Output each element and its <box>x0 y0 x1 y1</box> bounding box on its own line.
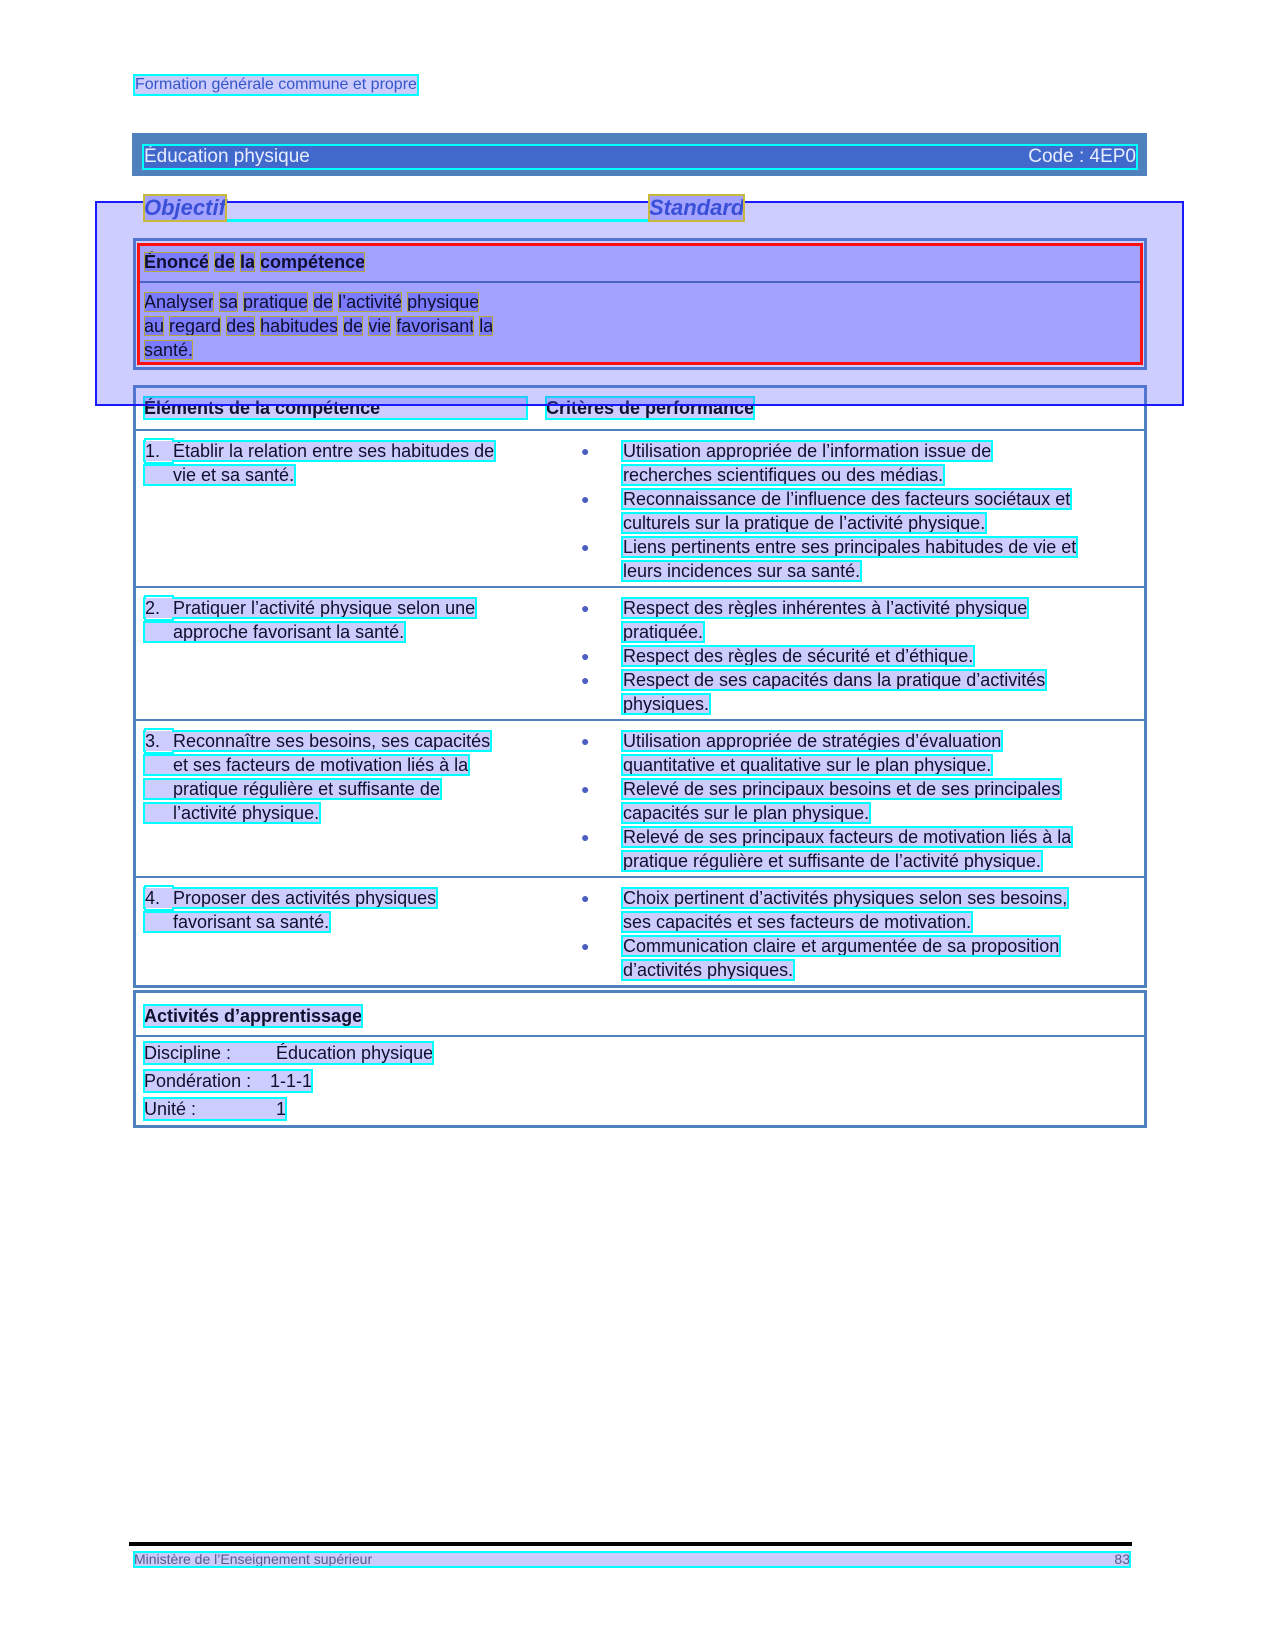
statement-word: pratique <box>243 292 309 312</box>
criterion-line-text: pratiquée. <box>623 622 704 642</box>
field-unite <box>144 1098 286 1120</box>
statement-word: physique <box>407 292 480 312</box>
element-text <box>144 755 469 775</box>
element-number: 3. <box>145 731 161 751</box>
competency-statement-title <box>144 252 370 273</box>
document-section-note: Formation générale commune et propre <box>135 76 417 93</box>
criterion-line-text: quantitative et qualitative sur le plan physique. <box>623 755 992 775</box>
bullet-icon: ● <box>581 781 590 797</box>
criterion-line <box>622 825 1072 849</box>
criterion-line <box>622 535 1077 559</box>
criterion-line-text: d’activités physiques. <box>623 960 794 980</box>
criterion-line-text: capacités sur le plan physique. <box>623 803 870 823</box>
page-number: 83 <box>1114 1551 1130 1567</box>
criterion-line <box>622 692 1046 716</box>
criterion-line <box>622 644 974 668</box>
criterion-line <box>622 620 1028 644</box>
element-line <box>144 729 581 753</box>
element-text <box>144 465 295 485</box>
element-line-text: approche favorisant la santé. <box>173 622 405 642</box>
criterion-text <box>622 596 1028 644</box>
statement-word: au <box>144 316 165 336</box>
competency-element <box>136 439 581 583</box>
table-row <box>136 878 1144 985</box>
objectif-heading: Objectif <box>144 195 226 220</box>
competency-table <box>133 385 1147 988</box>
criterion-line <box>622 439 992 463</box>
performance-criteria <box>581 596 1144 716</box>
criterion-text <box>622 487 1071 535</box>
element-line-text: Proposer des activités physiques <box>173 888 437 908</box>
criterion-line <box>622 958 1060 982</box>
field-label: Discipline : <box>144 1043 232 1063</box>
competency-element <box>136 729 581 873</box>
criterion-line-text: Choix pertinent d’activités physiques selon ses besoins, <box>623 888 1068 908</box>
statement-word: l’activité <box>338 292 403 312</box>
statement-word: favorisant <box>396 316 475 336</box>
element-number: 2. <box>145 598 161 618</box>
table-row <box>136 721 1144 878</box>
statement-word: compétence <box>260 252 366 272</box>
criterion-line-text: Communication claire et argumentée de sa proposition <box>623 936 1060 956</box>
performance-criteria <box>581 886 1144 982</box>
bullet-icon: ● <box>581 648 590 664</box>
statement-word: de <box>214 252 236 272</box>
criterion-item <box>581 729 1144 777</box>
criterion-line-text: Relevé de ses principaux besoins et de ses principales <box>623 779 1061 799</box>
course-code: Code : 4EP0 <box>1028 146 1136 167</box>
criterion-text <box>622 668 1046 716</box>
statement-word: la <box>479 316 494 336</box>
field-value: Éducation physique <box>276 1043 434 1063</box>
element-line-text: l’activité physique. <box>173 803 320 823</box>
criterion-item <box>581 439 1144 487</box>
performance-criteria <box>581 729 1144 873</box>
element-text <box>144 441 495 461</box>
criterion-line <box>622 801 1061 825</box>
bullet-icon: ● <box>581 733 590 749</box>
criteria-header: Critères de performance <box>546 398 755 418</box>
field-label: Pondération : <box>144 1071 252 1091</box>
element-line <box>144 463 581 487</box>
statement-word: sa <box>219 292 239 312</box>
course-title-line <box>144 146 1136 168</box>
element-text <box>144 912 330 932</box>
bullet-icon: ● <box>581 829 590 845</box>
learning-activities-title: Activités d’apprentissage <box>144 1006 363 1026</box>
element-text <box>144 731 491 751</box>
criterion-text <box>622 644 974 668</box>
element-line <box>144 801 581 825</box>
criterion-line <box>622 910 1068 934</box>
field-value: 1-1-1 <box>270 1071 313 1091</box>
criterion-text <box>622 777 1061 825</box>
statement-line <box>144 340 498 364</box>
element-text <box>144 779 441 799</box>
criterion-item <box>581 596 1144 644</box>
criterion-line-text: physiques. <box>623 694 710 714</box>
element-line <box>144 620 581 644</box>
criterion-line <box>622 777 1061 801</box>
criterion-line-text: Liens pertinents entre ses principales habitudes de vie et <box>623 537 1077 557</box>
element-line-text: Reconnaître ses besoins, ses capacités <box>173 731 491 751</box>
criterion-line-text: Utilisation appropriée de stratégies d’évaluation <box>623 731 1002 751</box>
divider <box>133 1035 1147 1037</box>
footer-rule <box>129 1542 1132 1546</box>
performance-criteria <box>581 439 1144 583</box>
statement-word: la <box>240 252 256 272</box>
statement-word: Analyser <box>144 292 215 312</box>
criterion-line-text: Utilisation appropriée de l’information issue de <box>623 441 992 461</box>
bullet-icon: ● <box>581 938 590 954</box>
criterion-line <box>622 849 1072 873</box>
criterion-line-text: pratique régulière et suffisante de l’activité physique. <box>623 851 1041 871</box>
element-line <box>144 886 581 910</box>
criterion-text <box>622 886 1068 934</box>
field-value: 1 <box>276 1099 287 1119</box>
statement-word: santé. <box>144 340 194 360</box>
table-body <box>136 431 1144 985</box>
statement-line <box>144 316 498 340</box>
element-text <box>144 622 405 642</box>
criterion-line-text: Respect de ses capacités dans la pratique d’activités <box>623 670 1046 690</box>
table-row <box>136 431 1144 588</box>
criterion-item <box>581 886 1144 934</box>
criterion-line <box>622 729 1002 753</box>
element-line <box>144 439 581 463</box>
criterion-item <box>581 644 1144 668</box>
element-line <box>144 910 581 934</box>
statement-word: vie <box>368 316 392 336</box>
criterion-text <box>622 825 1072 873</box>
element-line-text: Pratiquer l’activité physique selon une <box>173 598 476 618</box>
criterion-text <box>622 934 1060 982</box>
bullet-icon: ● <box>581 491 590 507</box>
element-line-text: pratique régulière et suffisante de <box>173 779 440 799</box>
criterion-text <box>622 729 1002 777</box>
statement-word: de <box>343 316 364 336</box>
page-footer <box>134 1552 1130 1567</box>
criterion-line <box>622 559 1077 583</box>
element-line-text: et ses facteurs de motivation liés à la <box>173 755 469 775</box>
criterion-line <box>622 463 992 487</box>
element-number: 1. <box>145 441 161 461</box>
criterion-text <box>622 439 992 487</box>
criterion-line <box>622 934 1060 958</box>
criterion-item <box>581 777 1144 825</box>
criterion-line <box>622 753 1002 777</box>
element-line <box>144 777 581 801</box>
elements-header: Éléments de la compétence <box>144 397 527 419</box>
criterion-line <box>622 668 1046 692</box>
course-subject: Éducation physique <box>144 146 310 167</box>
statement-word: de <box>313 292 334 312</box>
criterion-line-text: culturels sur la pratique de l’activité physique. <box>623 513 986 533</box>
competency-element <box>136 596 581 716</box>
criterion-line-text: Respect des règles de sécurité et d’éthique. <box>623 646 974 666</box>
statement-word: des <box>226 316 256 336</box>
criterion-item <box>581 487 1144 535</box>
statement-word: habitudes <box>260 316 339 336</box>
field-ponderation <box>144 1070 312 1092</box>
element-number: 4. <box>145 888 161 908</box>
bullet-icon: ● <box>581 443 590 459</box>
statement-word: regard <box>169 316 222 336</box>
criterion-line-text: Respect des règles inhérentes à l’activité physique <box>623 598 1028 618</box>
table-row <box>136 588 1144 721</box>
bullet-icon: ● <box>581 539 590 555</box>
criterion-line <box>622 487 1071 511</box>
field-discipline <box>144 1042 433 1064</box>
criterion-item <box>581 668 1144 716</box>
criterion-line <box>622 596 1028 620</box>
criterion-text <box>622 535 1077 583</box>
criterion-line <box>622 511 1071 535</box>
criterion-line-text: recherches scientifiques ou des médias. <box>623 465 944 485</box>
footer-ministry: Ministère de l’Enseignement supérieur <box>134 1551 373 1567</box>
bullet-icon: ● <box>581 890 590 906</box>
element-line-text: Établir la relation entre ses habitudes de <box>173 441 495 461</box>
element-text <box>144 888 437 908</box>
criterion-line-text: Reconnaissance de l’influence des facteurs sociétaux et <box>623 489 1071 509</box>
element-text <box>144 598 476 618</box>
criterion-line-text: leurs incidences sur sa santé. <box>623 561 861 581</box>
statement-word: Énoncé <box>144 252 210 272</box>
criterion-line-text: Relevé de ses principaux facteurs de motivation liés à la <box>623 827 1072 847</box>
element-line-text: vie et sa santé. <box>173 465 295 485</box>
competency-element <box>136 886 581 982</box>
criterion-line-text: ses capacités et ses facteurs de motivation. <box>623 912 972 932</box>
element-text <box>144 803 320 823</box>
criterion-item <box>581 535 1144 583</box>
table-header <box>136 388 1144 431</box>
standard-heading: Standard <box>649 195 745 220</box>
bullet-icon: ● <box>581 672 590 688</box>
criterion-item <box>581 934 1144 982</box>
element-line-text: favorisant sa santé. <box>173 912 330 932</box>
element-line <box>144 596 581 620</box>
bullet-icon: ● <box>581 600 590 616</box>
element-line <box>144 753 581 777</box>
field-label: Unité : <box>144 1099 197 1119</box>
statement-line <box>144 292 498 316</box>
criterion-line <box>622 886 1068 910</box>
competency-statement-text <box>144 292 498 364</box>
criterion-item <box>581 825 1144 873</box>
divider <box>140 281 1140 283</box>
